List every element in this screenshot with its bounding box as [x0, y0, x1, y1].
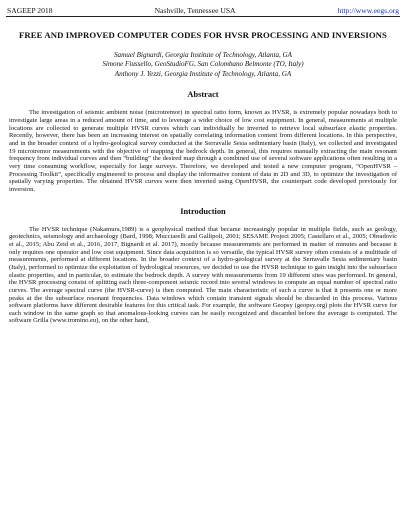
running-header: [6, 6, 400, 17]
author-list: [6, 51, 400, 80]
author-line: Simone Fiussello, GeoStudioFG, San Colombano Belmonte (TO, Italy): [102, 60, 304, 69]
introduction-heading: Introduction: [180, 206, 226, 216]
paper-title: FREE AND IMPROVED COMPUTER CODES FOR HVSR PROCESSING AND INVERSIONS: [19, 30, 387, 40]
society-link[interactable]: http://www.eegs.org: [337, 6, 399, 15]
abstract-heading: Abstract: [187, 90, 219, 100]
conference-name: SAGEEP 2018: [7, 6, 53, 15]
author-line: Samuel Bignardi, Georgia Institute of Technology, Atlanta, GA: [114, 50, 292, 59]
conference-location: Nashville, Tennessee USA: [154, 6, 236, 15]
author-line: Anthony J. Yezzi, Georgia Institute of Technology, Atlanta, GA: [114, 69, 292, 78]
introduction-paragraph: The HVSR technique (Nakamura,1989) is a geophysical method that became increasingly popular in multiple fields, such as geology, geotechnics, seismology and archaeology (Bard, 1998; Mucciarelli and Gallipoli, 2001; SESAME Project 2005; Castellaro et al., 2005; Obradovic et al., 2015; Abu Zeid et al., 2016, 2017, Bignardi et al. 2017), mostly because measurements are performed in matter of minutes and because it only requires one operator and low cost equipment. Since data acquisition is so versatile, the typical HVSR survey often consists of a multitude of measurements, performed at different locations. In the broader context of a hydro-geological survey at the Serravalle Sesia sedimentary basin (Italy), performed to optimize the exploitation of hydrological resources, we decided to use the HVSR technique to gain insight into the subsurface elastic properties, and in particular, to estimate the bedrock depth. A survey with measurements from 19 different sites was performed. In general, the HVSR processing consist of splitting each three-component seismic record into several windows to compute an equal number of spectral ratio curves. The average spectral curve (the HVSR-curve) is then computed. The main characteristic of such a curve is that it presents one or more peaks at the the subsurface resonant frequencies. Data windows which contain transient signals should be discarded in this process. Various software platforms have different desirable features for this critical task. For example, the software Geopsy (geopsy.org) plots the HVSR curve for each window in the same graph so that anomalous-looking curves can be easily recognized and discarded before the average is computed. The software Grilla (www.tromino.eu), on the other hand,: [9, 225, 397, 325]
abstract-paragraph: The investigation of seismic ambient noise (microtremor) in spectral ratio form, known as HVSR, is extremely popular nowadays both to investigate large areas in a reduced amount of time, and to leverage a wider choice of low cost equipment. In general, measurements at multiple locations are collected to generate multiple HVSR curves which can individually be inverted to retrieve local subsurface elastic properties. Recently, however, there has been an increasing interest on spatially correlating information content from different locations. In this perspective, and in the broader context of a hydro-geological survey conducted at the Serravalle Sesia sedimentary basin (Italy), we collected and investigated 19 microtremor measurements with the objective of mapping the bedrock depth. In general, this requires manually extracting the main resonant frequency from individual curves and then “building” the desired map through a combined use of several software applications often resulting in a very time consuming workflow, especially for large surveys. Therefore, we developed and tested a new computer program, “OpenHVSR – Processing Toolkit”, specifically engineered to process and display the informative content of data in 2D and 3D, to optimize the investigation of spatially varying properties. The obtained HVSR curves were then inverted using OpenHVSR, the counterpart code developed previously for inversion.: [9, 109, 397, 193]
